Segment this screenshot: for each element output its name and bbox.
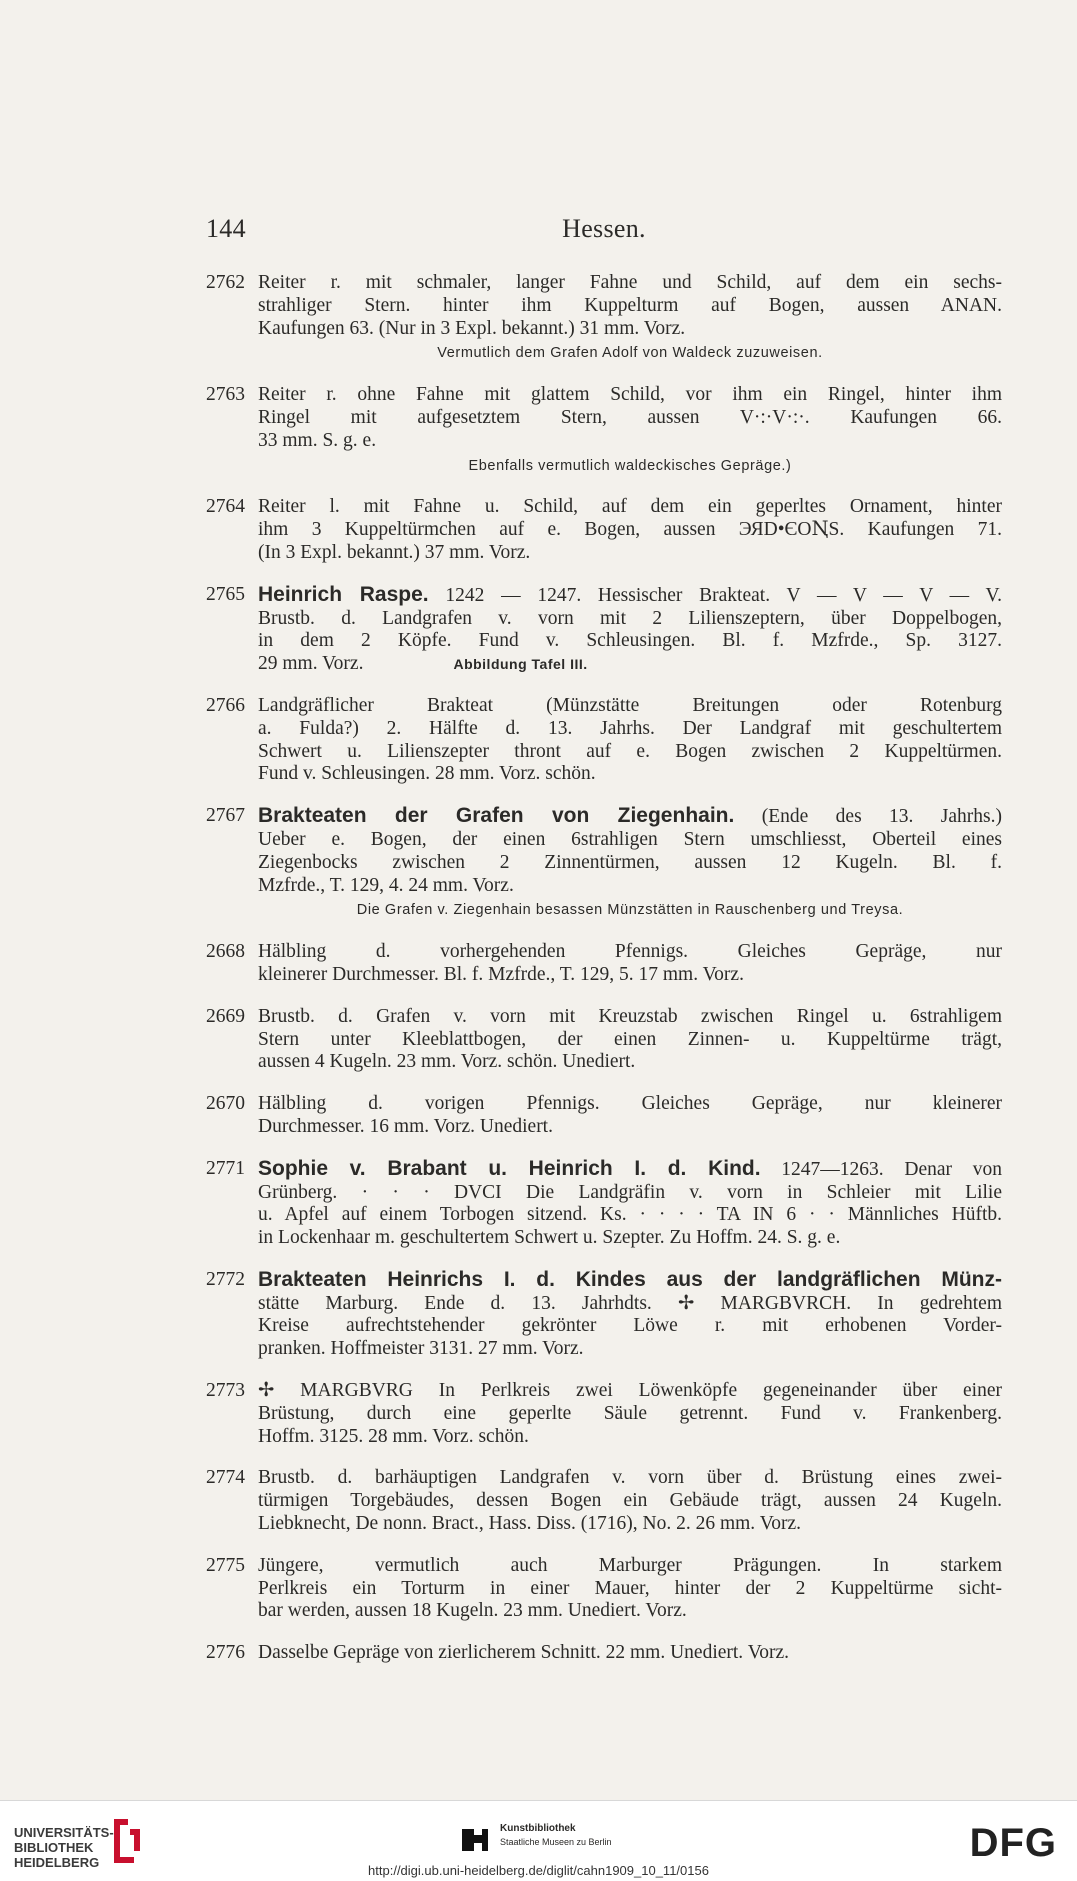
ub-logo-line: HEIDELBERG [14, 1855, 100, 1870]
entry-line [258, 318, 1002, 341]
entry-text: Ringel mit aufgesetztem Stern, aussen V·:·V·:·. Kaufungen 66. [258, 406, 1002, 428]
entry-number: 2762 [206, 272, 245, 293]
entry-number: 2669 [206, 1005, 245, 1027]
entry-number: 2765 [206, 583, 245, 605]
entry-line [258, 941, 1002, 964]
entry-number: 2771 [206, 1157, 245, 1179]
entry-line [258, 430, 1002, 453]
catalog-entry [206, 1380, 1002, 1448]
entry-line [258, 542, 1002, 565]
entry-number: 2772 [206, 1268, 245, 1290]
entry-line [258, 384, 1002, 407]
catalog-entry [206, 384, 1002, 477]
entry-text: Brustb. d. barhäuptigen Landgrafen v. vorn über d. Brüstung eines zwei- [258, 1467, 1002, 1489]
entry-line [258, 1182, 1002, 1205]
entry-text: Dasselbe Gepräge von zierlicherem Schnitt. 22 mm. Unediert. Vorz. [258, 1642, 790, 1664]
entry-text: Kreise aufrechtstehender gekrönter Löwe r. mit erhobenen Vorder- [258, 1315, 1002, 1337]
catalog-entries [206, 272, 1002, 1684]
entry-text: Ueber e. Bogen, der einen 6strahligen Stern umschliesst, Oberteil eines [258, 828, 1002, 850]
entry-text: Brüstung, durch eine geperlte Säule getrennt. Fund v. Frankenberg. [258, 1402, 1002, 1424]
entry-text: Jüngere, vermutlich auch Marburger Prägungen. In starkem [258, 1554, 1002, 1576]
entry-heading: Sophie v. Brabant u. Heinrich I. d. Kind. [258, 1156, 761, 1180]
entry-text: Landgräflicher Brakteat (Münzstätte Breitungen oder Rotenburg [258, 694, 1002, 716]
entry-text: in Lockenhaar m. geschultertem Schwert u. Szepter. Zu Hoffm. 24. S. g. e. [258, 1227, 841, 1249]
entry-line [258, 295, 1002, 318]
entry-line [258, 1578, 1002, 1601]
entry-text: u. Apfel auf einem Torbogen sitzend. Ks. · · · · TA IN 6 · · Männliches Hüftb. [258, 1204, 1002, 1226]
catalog-entry [206, 1269, 1002, 1361]
ub-logo-line: BIBLIOTHEK [14, 1840, 94, 1855]
entry-line [258, 1293, 1002, 1316]
entry-line [258, 718, 1002, 741]
entry-number: 2766 [206, 694, 245, 716]
page-number: 144 [206, 214, 246, 243]
entry-number: 2773 [206, 1380, 245, 1402]
entry-text: Ziegenbocks zwischen 2 Zinnentürmen, aussen 12 Kugeln. Bl. f. [258, 851, 1002, 873]
page-url-link[interactable]: http://digi.ub.uni-heidelberg.de/diglit/cahn1909_10_11/0156 [368, 1863, 709, 1878]
entry-text: in dem 2 Köpfe. Fund v. Schleusingen. Bl. f. Mzfrde., Sp. 3127. [258, 630, 1002, 652]
entry-line [258, 829, 1002, 852]
entry-text: strahliger Stern. hinter ihm Kuppelturm auf Bogen, aussen ANAN. [258, 294, 1002, 316]
entry-text: Stern unter Kleeblattbogen, der einen Zinnen- u. Kuppeltürme trägt, [258, 1028, 1002, 1050]
catalog-entry [206, 1158, 1002, 1250]
viewer-footer [0, 1800, 1077, 1881]
entry-text: 33 mm. S. g. e. [258, 429, 377, 451]
entry-line [258, 763, 1002, 786]
entry-line [258, 1093, 1002, 1116]
entry-line [258, 1467, 1002, 1490]
entry-note: Die Grafen v. Ziegenhain besassen Münzstätten in Rauschenberg und Treysa. [356, 902, 904, 919]
catalog-entry [206, 272, 1002, 365]
catalog-entry [206, 1555, 1002, 1623]
entry-line [258, 496, 1002, 519]
entry-text: Fund v. Schleusingen. 28 mm. Vorz. schön. [258, 763, 596, 785]
entry-text: Mzfrde., T. 129, 4. 24 mm. Vorz. [258, 874, 514, 896]
entry-text: Perlkreis ein Torturm in einer Mauer, hinter der 2 Kuppeltürme sicht- [258, 1577, 1002, 1599]
entry-line [258, 875, 1002, 898]
entry-text: Hälbling d. vorigen Pfennigs. Gleiches Gepräge, nur kleinerer [258, 1093, 1002, 1115]
entry-line [258, 1051, 1002, 1074]
entry-line [258, 741, 1002, 764]
entry-line [258, 1600, 1002, 1623]
entry-number: 2763 [206, 384, 245, 406]
catalog-entry [206, 805, 1002, 922]
catalog-entry [206, 941, 1002, 987]
entry-text: ✢ MARGBVRG In Perlkreis zwei Löwenköpfe gegeneinander über einer [258, 1380, 1002, 1402]
entry-line [258, 519, 1002, 542]
kb-line2: Staatliche Museen zu Berlin [500, 1837, 612, 1847]
entry-line [258, 1403, 1002, 1426]
entry-heading: Heinrich Raspe. [258, 582, 429, 606]
entry-text: (Ende des 13. Jahrhs.) [734, 806, 1003, 828]
entry-line [258, 1380, 1002, 1403]
kb-line1: Kunstbibliothek [500, 1823, 576, 1834]
entry-note: Vermutlich dem Grafen Adolf von Waldeck zuzuweisen. [437, 345, 823, 362]
entry-text: ihm 3 Kuppeltürmchen auf e. Bogen, aussen ЭЯD•ЄOꞐS. Kaufungen 71. [258, 519, 1002, 541]
entry-line [258, 1158, 1002, 1182]
entry-text: Schwert u. Lilienszepter thront auf e. Bogen zwischen 2 Kuppeltürmen. [258, 740, 1002, 762]
entry-line [258, 1513, 1002, 1536]
entry-text: kleinerer Durchmesser. Bl. f. Mzfrde., T. 129, 5. 17 mm. Vorz. [258, 963, 744, 985]
entry-line [258, 1555, 1002, 1578]
entry-text: Kaufungen 63. (Nur in 3 Expl. bekannt.) 31 mm. Vorz. [258, 317, 686, 339]
entry-text: türmigen Torgebäudes, dessen Bogen ein Gebäude trägt, aussen 24 Kugeln. [258, 1490, 1002, 1512]
entry-text: Durchmesser. 16 mm. Vorz. Unediert. [258, 1115, 553, 1137]
entry-heading: Brakteaten Heinrichs I. d. Kindes aus der landgräflichen Münz- [258, 1267, 1002, 1291]
entry-text: 1242 — 1247. Hessischer Brakteat. V — V — V — V. [428, 584, 1002, 606]
entry-number: 2774 [206, 1467, 245, 1489]
kunstbibliothek-mark-icon [460, 1825, 490, 1855]
entry-text: bar werden, aussen 18 Kugeln. 23 mm. Unediert. Vorz. [258, 1600, 687, 1622]
catalog-entry [206, 584, 1002, 676]
entry-line [258, 1029, 1002, 1052]
entry-text: 29 mm. Vorz. [258, 653, 364, 675]
entry-text: Hälbling d. vorhergehenden Pfennigs. Gleiches Gepräge, nur [258, 941, 1002, 963]
entry-number: 2668 [206, 941, 245, 963]
plate-reference: Abbildung Tafel III. [453, 656, 588, 673]
entry-line [258, 584, 1002, 608]
entry-line [258, 695, 1002, 718]
ub-logo-mark-icon [108, 1815, 146, 1867]
entry-text: pranken. Hoffmeister 3131. 27 mm. Vorz. [258, 1338, 584, 1360]
entry-line [258, 1490, 1002, 1513]
entry-heading: Brakteaten der Grafen von Ziegenhain. [258, 804, 735, 828]
entry-line [258, 1426, 1002, 1449]
entry-text: Liebknecht, De nonn. Bract., Hass. Diss. (1716), No. 2. 26 mm. Vorz. [258, 1513, 802, 1535]
entry-number: 2670 [206, 1093, 245, 1115]
entry-text: Reiter l. mit Fahne u. Schild, auf dem ein geperltes Ornament, hinter [258, 496, 1002, 518]
entry-line [258, 1204, 1002, 1227]
entry-text: Hoffm. 3125. 28 mm. Vorz. schön. [258, 1425, 529, 1447]
catalog-entry [206, 1467, 1002, 1535]
entry-line [258, 630, 1002, 653]
entry-number: 2775 [206, 1554, 245, 1576]
entry-text: Brustb. d. Landgrafen v. vorn mit 2 Lilienszeptern, über Doppelbogen, [258, 607, 1002, 629]
entry-line [258, 852, 1002, 875]
dfg-logo[interactable]: DFG [969, 1821, 1057, 1865]
entry-line [258, 1006, 1002, 1029]
entry-text: Reiter r. mit schmaler, langer Fahne und Schild, auf dem ein sechs- [258, 272, 1002, 293]
entry-line [258, 1315, 1002, 1338]
catalog-entry [206, 496, 1002, 564]
catalog-entry [206, 1642, 1002, 1665]
entry-text: Reiter r. ohne Fahne mit glattem Schild, vor ihm ein Ringel, hinter ihm [258, 384, 1002, 406]
entry-line [258, 272, 1002, 295]
entry-line [258, 805, 1002, 829]
ub-logo-line: UNIVERSITÄTS- [14, 1825, 114, 1840]
entry-line [258, 964, 1002, 987]
page-title: Hessen. [562, 214, 646, 243]
entry-line [258, 1227, 1002, 1250]
catalog-entry [206, 1093, 1002, 1139]
entry-text: aussen 4 Kugeln. 23 mm. Vorz. schön. Unediert. [258, 1051, 636, 1073]
catalog-entry [206, 695, 1002, 786]
entry-number: 2764 [206, 496, 245, 518]
entry-text: (In 3 Expl. bekannt.) 37 mm. Vorz. [258, 541, 531, 563]
entry-note: Ebenfalls vermutlich waldeckisches Gepräge.) [468, 457, 792, 474]
entry-line [258, 407, 1002, 430]
entry-number: 2767 [206, 805, 245, 827]
entry-text: 1247—1263. Denar von [760, 1158, 1003, 1180]
entry-line [258, 1642, 1002, 1665]
entry-line [258, 1116, 1002, 1139]
entry-text: stätte Marburg. Ende d. 13. Jahrhdts. ✢ MARGBVRCH. In gedrehtem [258, 1292, 1002, 1314]
catalog-entry [206, 1006, 1002, 1074]
entry-line [258, 653, 1002, 676]
entry-text: a. Fulda?) 2. Hälfte d. 13. Jahrhs. Der Landgraf mit geschultertem [258, 717, 1002, 739]
entry-number: 2776 [206, 1642, 245, 1664]
entry-text: Brustb. d. Grafen v. vorn mit Kreuzstab zwischen Ringel u. 6strahligem [258, 1005, 1002, 1027]
entry-line [258, 1269, 1002, 1293]
entry-line [258, 608, 1002, 631]
entry-text: Grünberg. · · · DVCI Die Landgräfin v. vorn in Schleier mit Lilie [258, 1181, 1002, 1203]
entry-line [258, 1338, 1002, 1361]
